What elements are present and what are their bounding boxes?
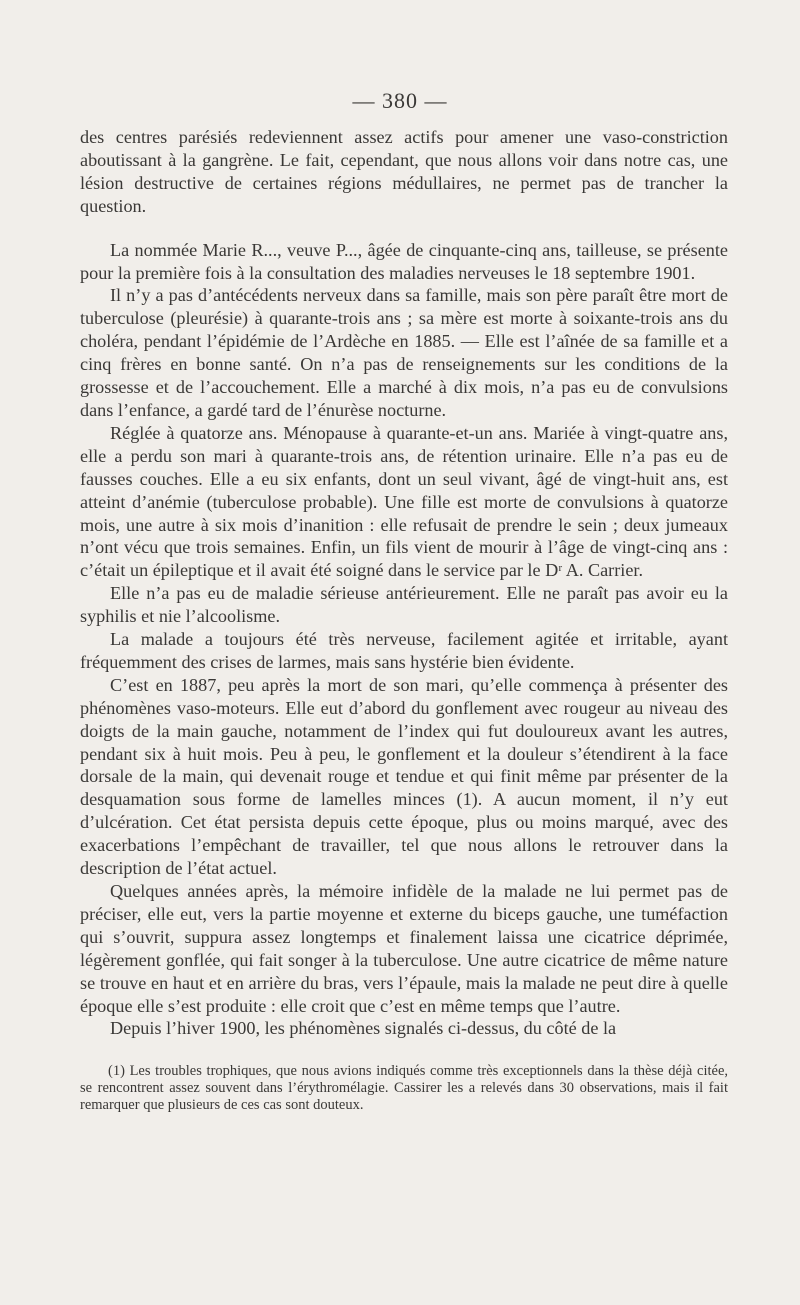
paragraph: Réglée à quatorze ans. Ménopause à quarante-et-un ans. Mariée à vingt-quatre ans, elle a perdu son mari à quarante-trois ans, de rétention urinaire. Elle n’a pas eu de fausses couches. Elle a eu six enfants, dont un seul vivant, âgé de vingt-huit ans, est atteint d’anémie (tuberculose probable). Une fille est morte de convulsions à quatorze mois, une autre à six mois d’inanition : elle refusait de prendre le sein ; deux jumeaux n’ont vécu que trois semaines. Enfin, un fils vient de mourir à l’âge de vingt-cinq ans : c’était un épileptique et il avait été soigné dans le service par le Dʳ A. Carrier.: [80, 422, 728, 581]
footnote-text: (1) Les troubles trophiques, que nous avions indiqués comme très exceptionnels dans la thèse déjà citée, se rencontrent assez souvent dans l’érythromélagie. Cassirer les a relevés dans 30 observations, mais il fait remarquer que plusieurs de ces cas sont douteux.: [80, 1063, 728, 1114]
paragraph: La nommée Marie R..., veuve P..., âgée de cinquante-cinq ans, tailleuse, se présente pour la première fois à la consultation des maladies nerveuses le 18 septembre 1901.: [80, 239, 728, 283]
paragraph: Quelques années après, la mémoire infidèle de la malade ne lui permet pas de préciser, elle eut, vers la partie moyenne et externe du biceps gauche, une tuméfaction qui s’ouvrit, suppura assez longtemps et finalement laissa une cicatrice déprimée, légèrement gonflée, qui fait songer à la tuberculose. Une autre cicatrice de même nature se trouve en haut et en arrière du bras, vers l’épaule, mais la malade ne peut dire à quelle époque elle s’est produite : elle croit que c’est en même temps que l’autre.: [80, 881, 728, 1016]
page-number: — 380 —: [352, 88, 448, 113]
paragraph: des centres parésiés redeviennent assez actifs pour amener une vaso-constriction aboutissant à la gangrène. Le fait, cependant, que nous allons voir dans notre cas, une lésion destructive de certaines régions médullaires, ne permet pas de trancher la question.: [80, 127, 728, 216]
paragraph: Elle n’a pas eu de maladie sérieuse antérieurement. Elle ne paraît pas avoir eu la syphilis et nie l’alcoolisme.: [80, 583, 728, 627]
paragraph: Il n’y a pas d’antécédents nerveux dans sa famille, mais son père paraît être mort de tuberculose (pleurésie) à quarante-trois ans ; sa mère est morte à soixante-trois ans du choléra, pendant l’épidémie de l’Ardèche en 1885. — Elle est l’aînée de sa famille et a cinq frères en bonne santé. On n’a pas de renseignements sur les conditions de la grossesse et de l’accouchement. Elle a marché à dix mois, n’a pas eu de convulsions dans l’enfance, a gardé tard de l’énurèse nocturne.: [80, 285, 728, 420]
paragraph: La malade a toujours été très nerveuse, facilement agitée et irritable, ayant fréquemment des crises de larmes, mais sans hystérie bien évidente.: [80, 629, 728, 672]
paragraph: C’est en 1887, peu après la mort de son mari, qu’elle commença à présenter des phénomènes vaso-moteurs. Elle eut d’abord du gonflement avec rougeur au niveau des doigts de la main gauche, notamment de l’index qui fut douloureux avant les autres, pendant six à huit mois. Peu à peu, le gonflement et la douleur s’étendirent à la face dorsale de la main, qui devenait rouge et tendue et qui finit même par présenter de la desquamation sous forme de lamelles minces (1). A aucun moment, il n’y eut d’ulcération. Cet état persista depuis cette époque, plus ou moins marqué, avec des exacerbations l’empêchant de travailler, tel que nous allons le retrouver dans la description de l’état actuel.: [80, 674, 728, 879]
footnote: [80, 1063, 728, 1115]
body-text: [80, 126, 728, 1040]
paragraph: Depuis l’hiver 1900, les phénomènes signalés ci-dessus, du côté de la: [110, 1018, 617, 1039]
